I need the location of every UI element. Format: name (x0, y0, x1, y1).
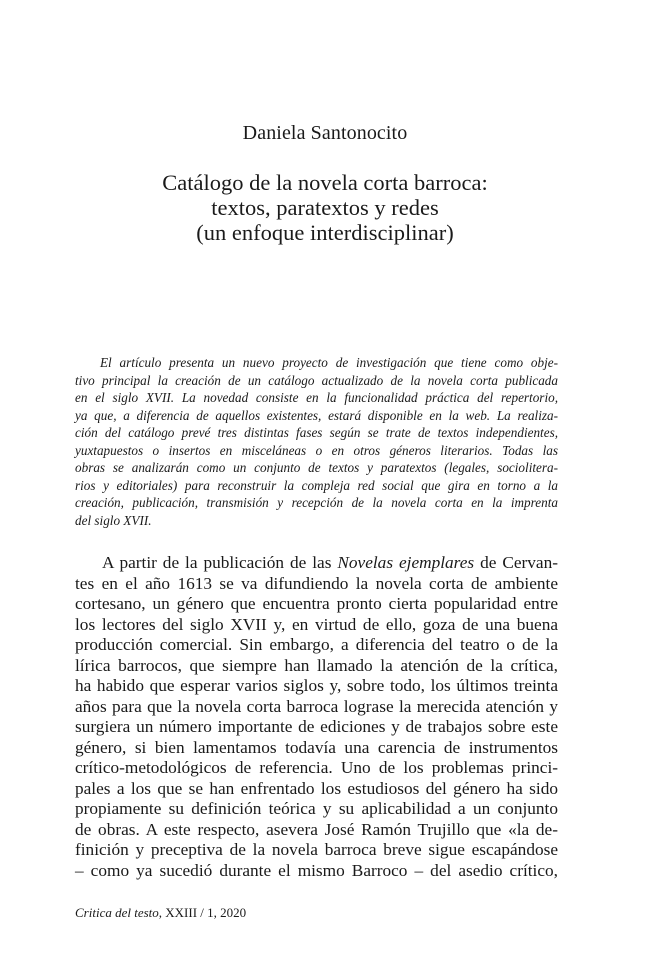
body-line: producción comercial. Sin embargo, a diferencia del teatro o de la (75, 635, 558, 654)
abstract-line: ya que, a diferencia de aquellos existentes, estará disponible en la web. La realiza- (75, 407, 558, 423)
body-line: tes en el año 1613 se va difundiendo la novela corta de ambiente (75, 573, 558, 593)
body-line: los lectores del siglo XVII y, en virtud de ello, goza de una buena (75, 614, 558, 634)
author-name: Daniela Santonocito (242, 122, 408, 144)
running-footer (75, 905, 246, 921)
body-text (75, 553, 558, 881)
body-line: años para que la novela corta barroca lograse la merecida atención y (75, 696, 558, 716)
body-line: ha habido que esperar varios siglos y, sobre todo, los últimos treinta (75, 676, 558, 695)
body-line: crítico-metodológicos de referencia. Uno de los problemas princi- (75, 758, 558, 777)
abstract-line: del siglo XVII. (75, 512, 152, 528)
abstract-line: tivo principal la creación de un catálogo actualizado de la novela corta publicada (75, 372, 558, 388)
abstract-line: creación, publicación, transmisión y recepción de la novela corta en la imprenta (75, 495, 558, 510)
abstract-line: yuxtapuestos o insertos en misceláneas o en otros géneros literarios. Todas las (75, 442, 558, 458)
body-line: cortesano, un género que encuentra pronto cierta popularidad entre (75, 594, 558, 613)
body-line: pales a los que se han enfrentado los estudiosos del género ha sido (75, 778, 558, 798)
title-line: textos, paratextos y redes (211, 195, 439, 220)
body-text-run: A partir de la publicación de las (102, 553, 338, 572)
body-line: – como ya sucedió durante el mismo Barroco – del asedio crítico, (75, 860, 558, 880)
abstract-line: rios y editoriales) para reconstruir la compleja red social que gira en torno a la (75, 477, 558, 493)
body-line: propiamente su definición teórica y su aplicabilidad a un conjunto (75, 799, 558, 818)
journal-issue: , XXIII / 1, 2020 (158, 905, 247, 920)
abstract-line: El artículo presenta un nuevo proyecto de investigación que tiene como obje- (100, 355, 558, 370)
body-line: lírica barrocos, que siempre han llamado la atención de la crítica, (75, 655, 558, 675)
journal-name: Critica del testo (75, 905, 159, 920)
title-line: (un enfoque interdisciplinar) (196, 220, 454, 245)
body-text-run: de Cervan- (474, 553, 558, 572)
body-line: finición y preceptiva de la novela barroca breve sigue escapándose (75, 840, 558, 859)
title-line: Catálogo de la novela corta barroca: (162, 170, 488, 195)
body-line: de obras. A este respecto, asevera José Ramón Trujillo que «la de- (75, 819, 558, 839)
body-first-line (75, 553, 558, 574)
abstract-line: ción del catálogo prevé tres distintas fases según se trate de textos independientes, (75, 425, 558, 440)
work-title-emphasis: Novelas ejemplares (337, 553, 475, 572)
abstract (75, 354, 558, 529)
body-line: género, si bien lamentamos todavía una carencia de instrumentos (75, 737, 558, 757)
abstract-line: obras se analizarán como un conjunto de textos y paratextos (legales, sociolitera- (75, 460, 558, 475)
body-line: surgiera un número importante de ediciones y de trabajos sobre este (75, 717, 558, 736)
abstract-line: en el siglo XVII. La novedad consiste en la funcionalidad práctica del repertorio, (75, 390, 558, 405)
article-title (0, 170, 650, 245)
